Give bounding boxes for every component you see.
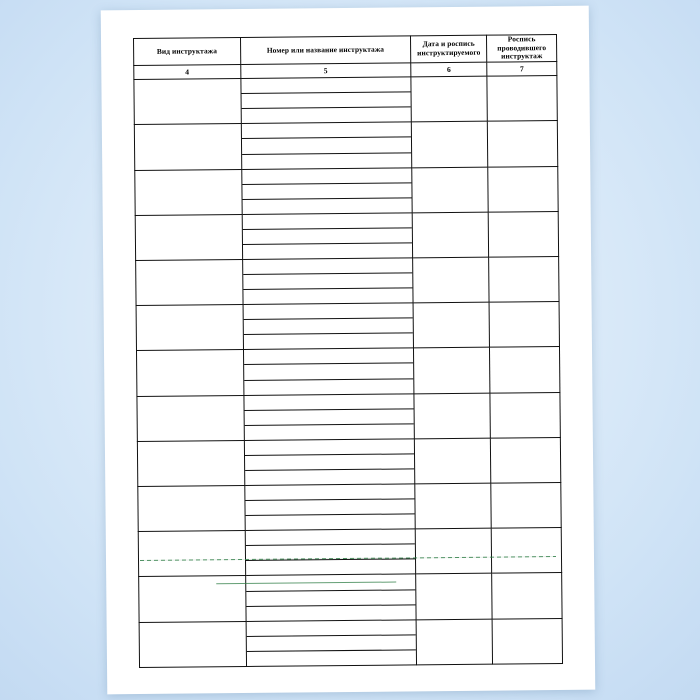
journal-table-wrapper <box>133 34 563 668</box>
column-header-instructor-signature: Роспись проводившего инструктаж <box>487 34 557 62</box>
subline[interactable] <box>244 364 414 381</box>
cell-instructor-signature[interactable] <box>491 437 561 483</box>
table-row <box>139 618 562 667</box>
subline[interactable] <box>241 78 411 95</box>
subline[interactable] <box>246 635 416 652</box>
subline[interactable] <box>241 108 411 124</box>
subline-group <box>246 620 416 666</box>
cell-date-signature[interactable] <box>414 438 491 484</box>
subline-group <box>245 530 415 576</box>
subline[interactable] <box>246 560 416 576</box>
cell-date-signature[interactable] <box>415 483 492 529</box>
subline[interactable] <box>245 515 415 531</box>
column-number-7: 7 <box>487 62 557 77</box>
subline-group <box>243 304 413 350</box>
subline[interactable] <box>242 183 412 200</box>
table-row <box>137 392 560 441</box>
cell-instructor-signature[interactable] <box>488 166 558 212</box>
subline[interactable] <box>242 198 412 214</box>
cell-instruction-type[interactable] <box>137 440 244 486</box>
subline-group <box>245 484 415 530</box>
subline[interactable] <box>241 93 411 110</box>
subline[interactable] <box>242 228 412 245</box>
subline[interactable] <box>243 289 413 305</box>
subline[interactable] <box>244 379 414 395</box>
cell-instruction-type[interactable] <box>134 124 241 170</box>
cell-instructor-signature[interactable] <box>490 392 560 438</box>
cell-instruction-number[interactable] <box>241 167 412 214</box>
subline[interactable] <box>245 499 415 516</box>
cell-instructor-signature[interactable] <box>490 347 560 393</box>
subline[interactable] <box>244 394 414 411</box>
cell-instructor-signature[interactable] <box>487 76 557 122</box>
cell-date-signature[interactable] <box>416 619 493 665</box>
cell-instruction-type[interactable] <box>136 260 243 306</box>
subline[interactable] <box>244 439 414 456</box>
subline-group <box>244 439 414 485</box>
subline[interactable] <box>242 153 412 169</box>
column-header-instruction-number: Номер или название инструктажа <box>240 36 411 65</box>
subline[interactable] <box>246 650 416 666</box>
subline-group <box>242 213 412 259</box>
subline-group <box>241 78 411 124</box>
cell-instructor-signature[interactable] <box>488 211 558 257</box>
subline[interactable] <box>244 409 414 426</box>
table-row <box>139 573 562 622</box>
subline[interactable] <box>244 349 414 366</box>
cell-instructor-signature[interactable] <box>492 618 562 664</box>
cell-instruction-type[interactable] <box>135 214 242 260</box>
cell-instruction-type[interactable] <box>136 350 243 396</box>
cell-instructor-signature[interactable] <box>491 528 561 574</box>
column-header-date-signature: Дата и роспись инструктируемого <box>411 35 487 63</box>
cell-date-signature[interactable] <box>415 528 492 574</box>
table-row <box>135 166 558 215</box>
cell-instruction-number[interactable] <box>240 77 411 124</box>
cell-instruction-number[interactable] <box>245 529 416 576</box>
cell-date-signature[interactable] <box>411 122 488 168</box>
subline-group <box>241 123 411 169</box>
subline[interactable] <box>242 213 412 230</box>
column-header-instruction-type: Вид инструктажа <box>134 38 241 66</box>
subline[interactable] <box>246 605 416 621</box>
cell-instruction-type[interactable] <box>137 395 244 441</box>
cell-instruction-number[interactable] <box>243 348 414 395</box>
subline-group <box>243 258 413 304</box>
table-row <box>138 482 561 531</box>
table-row <box>137 437 560 486</box>
subline[interactable] <box>245 530 415 547</box>
table-row <box>135 211 558 260</box>
cell-instructor-signature[interactable] <box>491 482 561 528</box>
subline[interactable] <box>243 273 413 290</box>
subline[interactable] <box>243 319 413 336</box>
cell-date-signature[interactable] <box>413 302 490 348</box>
subline[interactable] <box>243 334 413 350</box>
cell-instruction-number[interactable] <box>241 122 412 169</box>
table-row <box>134 76 557 125</box>
cell-instructor-signature[interactable] <box>488 121 558 167</box>
cell-instruction-number[interactable] <box>244 439 415 486</box>
cell-instruction-number[interactable] <box>244 484 415 531</box>
cell-instruction-number[interactable] <box>243 303 414 350</box>
subline-group <box>244 349 414 395</box>
table-header <box>134 34 557 79</box>
cell-instruction-type[interactable] <box>138 486 245 532</box>
cell-instruction-type[interactable] <box>135 169 242 215</box>
cell-instruction-type[interactable] <box>136 305 243 351</box>
table-row <box>138 528 561 577</box>
cell-instruction-number[interactable] <box>242 213 413 260</box>
journal-table <box>133 34 563 668</box>
subline[interactable] <box>243 243 413 259</box>
cell-instruction-type[interactable] <box>139 621 246 667</box>
header-labels-row <box>134 34 557 65</box>
table-row <box>136 347 559 396</box>
subline[interactable] <box>246 620 416 637</box>
cell-date-signature[interactable] <box>414 348 491 394</box>
subline[interactable] <box>246 590 416 607</box>
cell-date-signature[interactable] <box>416 574 493 620</box>
subline[interactable] <box>245 469 415 485</box>
cell-date-signature[interactable] <box>413 257 490 303</box>
subline[interactable] <box>241 123 411 140</box>
subline[interactable] <box>242 168 412 185</box>
cell-instructor-signature[interactable] <box>489 256 559 302</box>
column-number-5: 5 <box>240 63 411 79</box>
table-row <box>134 121 557 170</box>
table-row <box>136 256 559 305</box>
cell-date-signature[interactable] <box>411 76 488 122</box>
subline[interactable] <box>245 454 415 471</box>
cell-instruction-number[interactable] <box>246 619 417 666</box>
document-sheet <box>101 6 596 695</box>
subline[interactable] <box>243 258 413 275</box>
subline[interactable] <box>242 138 412 155</box>
table-row <box>136 302 559 351</box>
cell-instructor-signature[interactable] <box>489 302 559 348</box>
cell-instruction-number[interactable] <box>242 258 413 305</box>
cell-instruction-type[interactable] <box>138 531 245 577</box>
column-number-4: 4 <box>134 65 241 80</box>
subline[interactable] <box>245 484 415 501</box>
subline-group <box>242 168 412 214</box>
cell-instructor-signature[interactable] <box>492 573 562 619</box>
table-body <box>134 76 563 668</box>
subline-group <box>244 394 414 440</box>
cell-date-signature[interactable] <box>414 393 491 439</box>
cell-instruction-number[interactable] <box>244 393 415 440</box>
cell-instruction-type[interactable] <box>134 79 241 125</box>
column-number-6: 6 <box>411 62 487 77</box>
cell-date-signature[interactable] <box>412 167 489 213</box>
cell-date-signature[interactable] <box>412 212 489 258</box>
subline[interactable] <box>243 304 413 321</box>
subline[interactable] <box>244 424 414 440</box>
